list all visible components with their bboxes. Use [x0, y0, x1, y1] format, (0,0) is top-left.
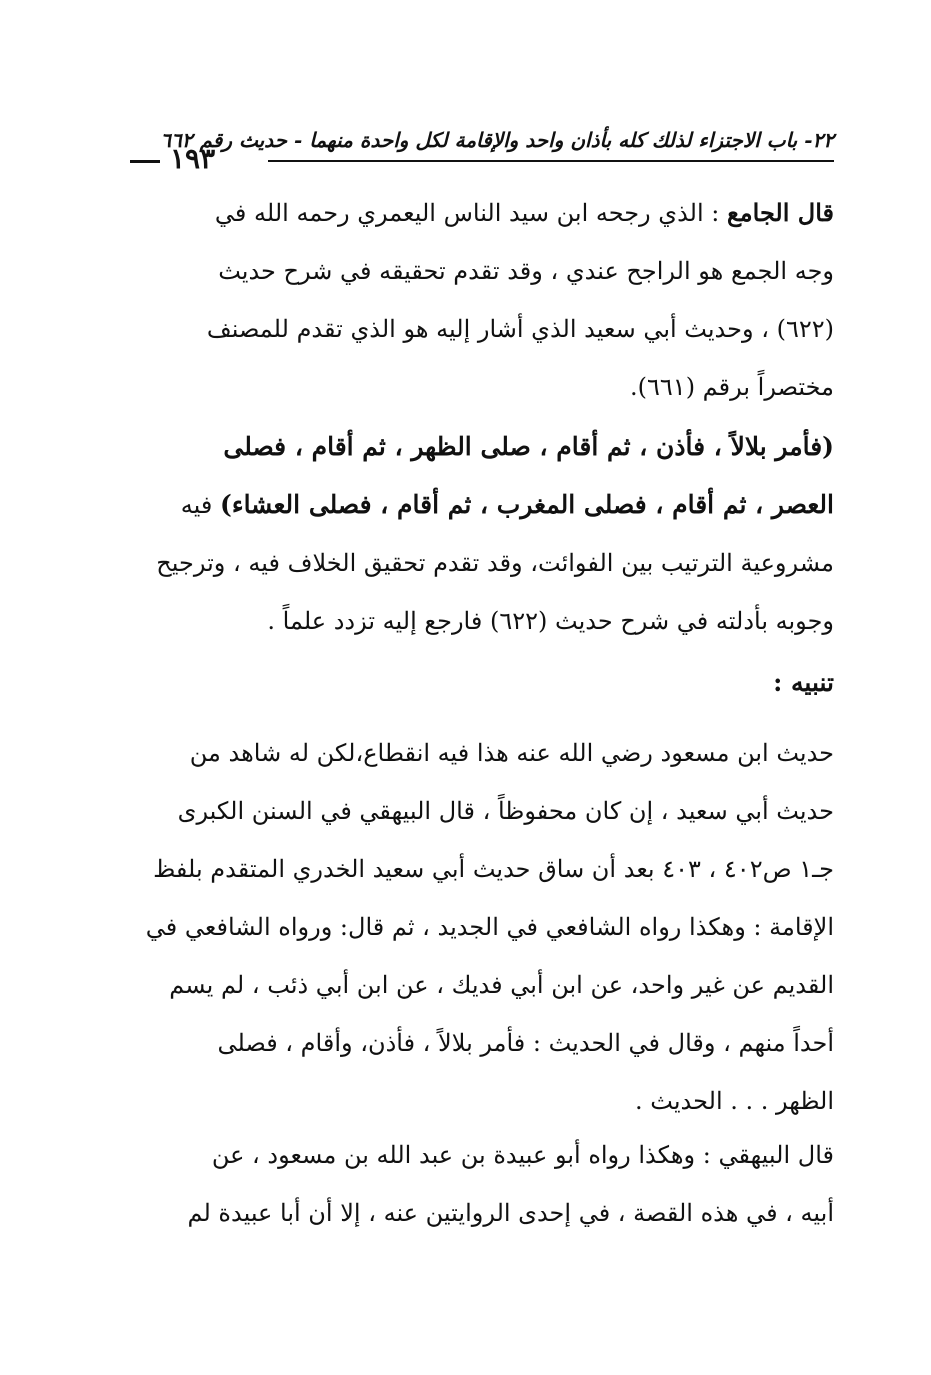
- text-line: حديث أبي سعيد ، إن كان محفوظاً ، قال البيهقي في السنن الكبرى: [177, 797, 834, 825]
- paragraph-hadith-quote: [130, 418, 834, 650]
- text-line: الظهر . . . الحديث .: [635, 1087, 834, 1115]
- lead-phrase: قال الجامع: [727, 198, 834, 227]
- text-line: القديم عن غير واحد، عن ابن أبي فديك ، عن ابن أبي ذئب ، لم يسم: [169, 971, 834, 999]
- text-line: (٦٢٢) ، وحديث أبي سعيد الذي أشار إليه هو الذي تقدم للمصنف: [206, 315, 834, 343]
- line-rest: فيه: [180, 491, 213, 519]
- header-rule: [268, 160, 834, 162]
- page-number: ١٩٣: [170, 142, 216, 175]
- text-line: جـ١ ص٤٠٢ ، ٤٠٣ بعد أن ساق حديث أبي سعيد الخدري المتقدم بلفظ: [153, 855, 834, 883]
- text-line: [130, 184, 834, 242]
- text-line: وجه الجمع هو الراجح عندي ، وقد تقدم تحقيقه في شرح حديث: [218, 257, 834, 285]
- text-line: قال البيهقي : وهكذا رواه أبو عبيدة بن عبد الله بن مسعود ، عن: [211, 1141, 834, 1169]
- chapter-title: ٢٢- باب الاجتزاء لذلك كله بأذان واحد والإقامة لكل واحدة منهما - حديث رقم ٦٦٢: [160, 128, 834, 152]
- text-line: حديث ابن مسعود رضي الله عنه هذا فيه انقطاع،لكن له شاهد من: [189, 739, 834, 767]
- text-line: أحداً منهم ، وقال في الحديث : فأمر بلالاً ، فأذن، وأقام ، فصلى: [217, 1029, 834, 1057]
- paragraph-note: [130, 724, 834, 1130]
- text-line: الإقامة : وهكذا رواه الشافعي في الجديد ، ثم قال: ورواه الشافعي في: [145, 913, 834, 941]
- quoted-text: العصر ، ثم أقام ، فصلى المغرب ، ثم أقام ، فصلى العشاء): [219, 490, 834, 519]
- section-heading: تنبيه :: [773, 668, 834, 697]
- paragraph-jami-comment: [130, 184, 834, 416]
- text-line: مشروعية الترتيب بين الفوائت، وقد تقدم تحقيق الخلاف فيه ، وترجيح: [156, 549, 834, 577]
- paragraph-bayhaqi: [130, 1126, 834, 1242]
- running-header: [130, 120, 834, 180]
- quoted-text-line: (فأمر بلالاً ، فأذن ، ثم أقام ، صلى الظهر ، ثم أقام ، فصلى: [223, 432, 834, 461]
- text-line: وجوبه بأدلته في شرح حديث (٦٢٢) فارجع إليه تزدد علماً .: [267, 607, 834, 635]
- text-line: أبيه ، في هذه القصة ، في إحدى الروايتين عنه ، إلا أن أبا عبيدة لم: [187, 1199, 834, 1227]
- page-number-dash: [130, 160, 160, 163]
- text-line: [130, 476, 834, 534]
- text-line: مختصراً برقم (٦٦١).: [630, 373, 834, 401]
- line-rest: : الذي رجحه ابن سيد الناس اليعمري رحمه الله في: [214, 199, 720, 227]
